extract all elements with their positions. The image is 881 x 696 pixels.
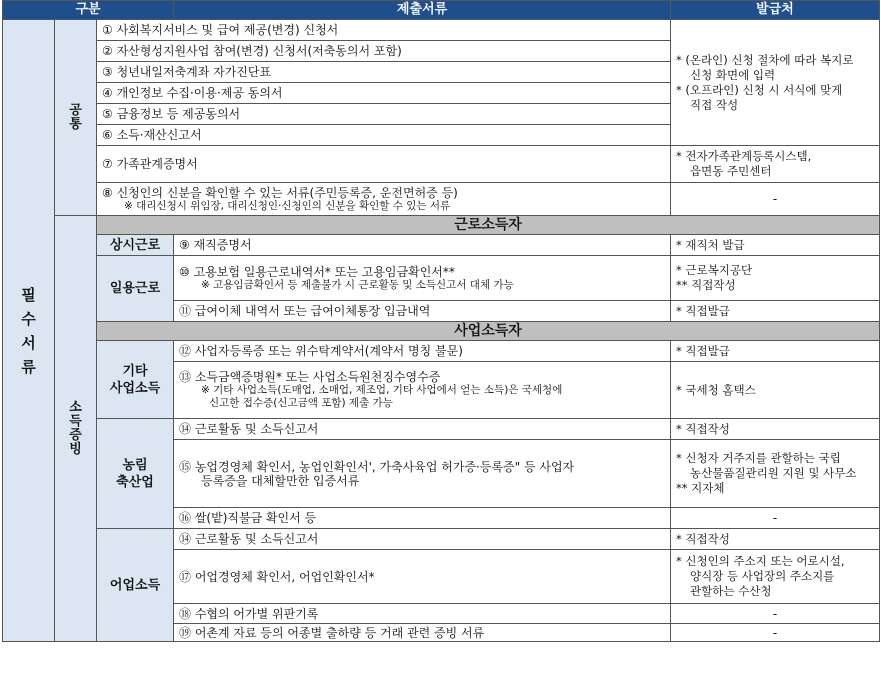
issuer-item: * 국세청 홈택스 (671, 362, 880, 419)
issuer-none: - (671, 624, 880, 642)
document-item: ⑤ 금융정보 등 제공동의서 (97, 104, 671, 125)
document-item: ⑲ 어촌계 자료 등의 어종별 출하량 등 거래 관련 증빙 서류 (174, 624, 671, 642)
document-item-employment-insurance: ⑩ 고용보험 일용근로내역서* 또는 고용임금확인서** ※ 고용임금확인서 등 제출불가 시 근로활동 및 소득신고서 대체 가능 (174, 256, 671, 301)
issuer-item: * 재직처 발급 (671, 235, 880, 256)
issuer-item: * 직접작성 (671, 529, 880, 550)
group-income-proof: 소 득 증 빙 (55, 216, 97, 642)
document-item: ⑰ 어업경영체 확인서, 어업인확인서* (174, 550, 671, 604)
document-item-identity: ⑧ 신청인의 신분을 확인할 수 있는 서류(주민등록증, 운전면허증 등) ※ 대리신청시 위임장, 대리신청인·신청인의 신분을 확인할 수 있는 서류 (97, 183, 671, 216)
sub-daily-work: 일용근로 (97, 256, 174, 322)
category-required: 필 수 서 류 (3, 20, 55, 642)
document-item: ② 자산형성지원사업 참여(변경) 신청서(저축동의서 포함) (97, 41, 671, 62)
issuer-item: * 직접발급 (671, 341, 880, 362)
document-item-farm-management: ⑮ 농업경영체 확인서, 농업인확인서', 가축사육업 허가증·등록증" 등 사업자 등록증을 대체할만한 입증서류 (174, 440, 671, 508)
header-category: 구분 (3, 1, 174, 20)
issuer-item: * 근로복지공단 ** 직접작성 (671, 256, 880, 301)
sub-fishery: 어업소득 (97, 529, 174, 642)
document-item: ⑯ 쌀(밭)직불금 확인서 등 (174, 508, 671, 529)
section-wage-earner: 근로소득자 (97, 216, 880, 235)
sub-other-business: 기타 사업소득 (97, 341, 174, 419)
header-documents: 제출서류 (174, 1, 671, 20)
document-item: ⑱ 수협의 어가별 위판기록 (174, 604, 671, 624)
issuer-none: - (671, 604, 880, 624)
issuer-none: - (671, 183, 880, 216)
document-item: ④ 개인정보 수집·이용·제공 동의서 (97, 83, 671, 104)
required-documents-table (2, 0, 880, 642)
issuer-family-registry: * 전자가족관계등록시스템, 읍면동 주민센터 (671, 146, 880, 183)
group-common: 공 통 (55, 20, 97, 216)
sub-regular-work: 상시근로 (97, 235, 174, 256)
issuer-online-offline: * (온라인) 신청 절차에 따라 복지로 신청 화면에 입력 * (오프라인) 신청 시 서식에 맞게 직접 작성 (671, 20, 880, 146)
header-issuer: 발급처 (671, 1, 880, 20)
document-item: ⑭ 근로활동 및 소득신고서 (174, 419, 671, 440)
document-item: ① 사회복지서비스 및 급여 제공(변경) 신청서 (97, 20, 671, 41)
issuer-none: - (671, 508, 880, 529)
document-item: ⑥ 소득·재산신고서 (97, 125, 671, 146)
document-item: ⑭ 근로활동 및 소득신고서 (174, 529, 671, 550)
document-item: ⑦ 가족관계증명서 (97, 146, 671, 183)
section-business-income: 사업소득자 (97, 322, 880, 341)
document-item-income-certificate: ⑬ 소득금액증명원* 또는 사업소득원천징수영수증 ※ 기타 사업소득(도매업, 소매업, 제조업, 기타 사업에서 얻는 소득)은 국세청에 신고한 접수증(신고금액 포함) 제출 가능 (174, 362, 671, 419)
sub-agriculture: 농림 축산업 (97, 419, 174, 529)
document-item: ⑪ 급여이체 내역서 또는 급여이체통장 입금내역 (174, 301, 671, 322)
issuer-item: * 신청자 거주지를 관할하는 국립 농산물품질관리원 지원 및 사무소 ** 지자체 (671, 440, 880, 508)
issuer-item: * 신청인의 주소지 또는 어로시설, 양식장 등 사업장의 주소지를 관할하는 수산청 (671, 550, 880, 604)
issuer-item: * 직접발급 (671, 301, 880, 322)
issuer-item: * 직접작성 (671, 419, 880, 440)
document-item: ⑫ 사업자등록증 또는 위수탁계약서(계약서 명칭 불문) (174, 341, 671, 362)
document-item: ③ 청년내일저축계좌 자가진단표 (97, 62, 671, 83)
document-item: ⑨ 재직증명서 (174, 235, 671, 256)
